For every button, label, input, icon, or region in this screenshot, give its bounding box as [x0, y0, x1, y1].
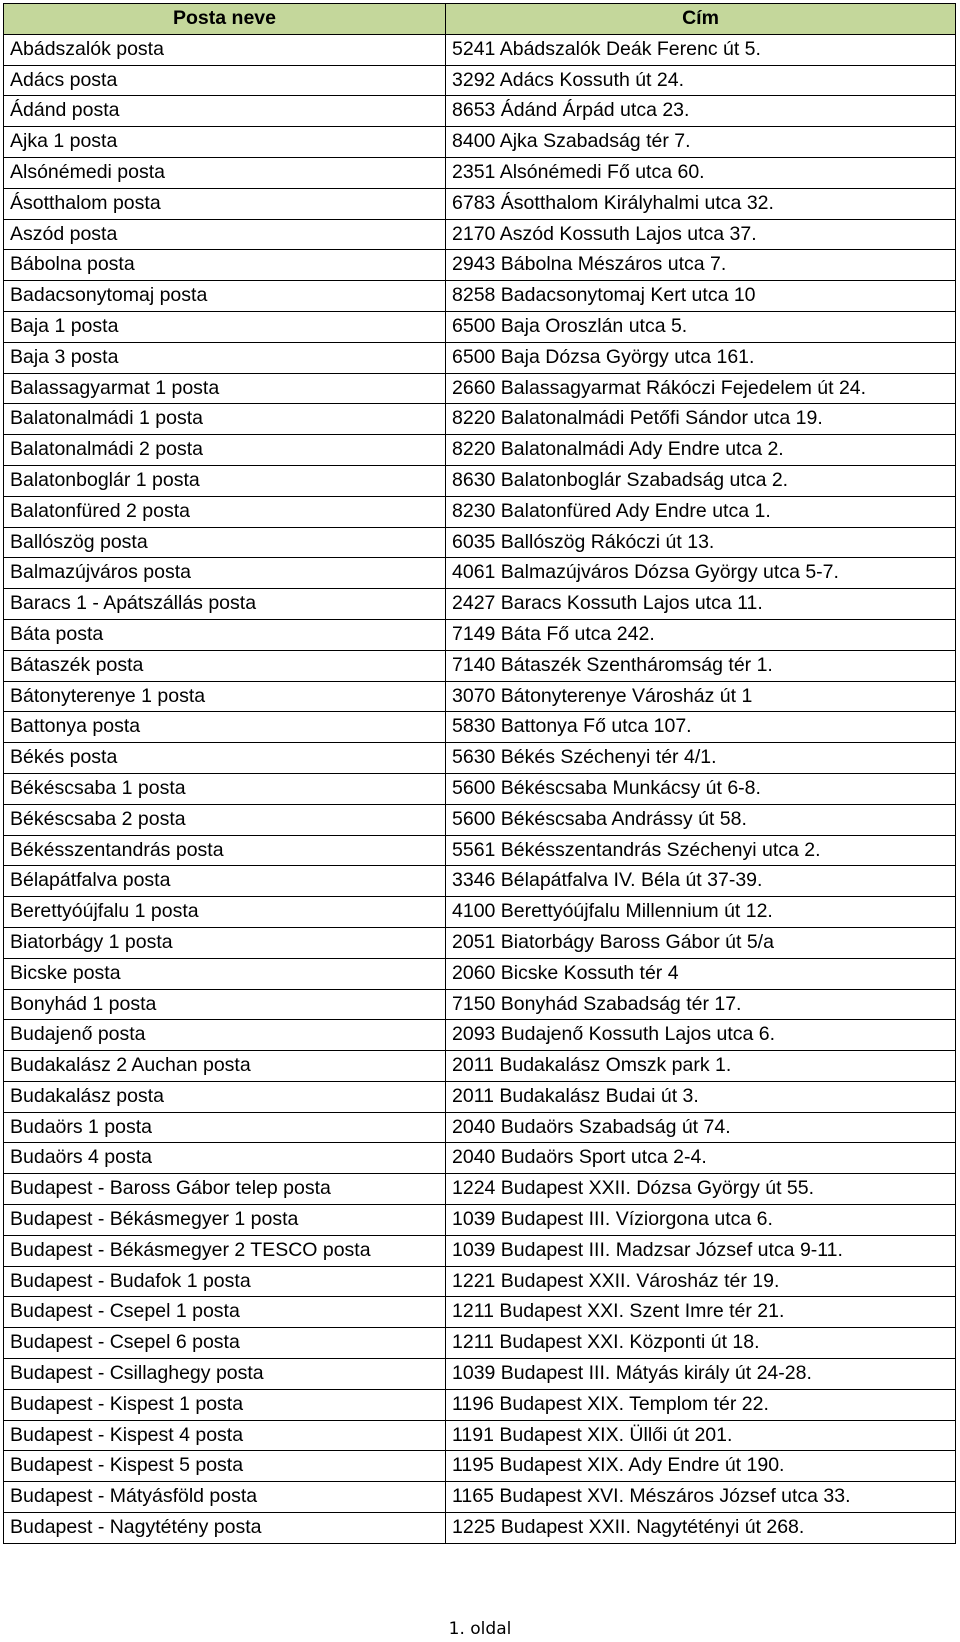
- table-row: [4, 435, 956, 466]
- post-name-cell: Alsónémedi posta: [4, 157, 446, 188]
- post-name-cell: Budajenő posta: [4, 1020, 446, 1051]
- address-cell: 6783 Ásotthalom Királyhalmi utca 32.: [446, 188, 956, 219]
- table-row: [4, 373, 956, 404]
- post-name-cell: Adács posta: [4, 65, 446, 96]
- table-row: [4, 927, 956, 958]
- address-cell: 1221 Budapest XXII. Városház tér 19.: [446, 1266, 956, 1297]
- table-row: [4, 311, 956, 342]
- address-cell: 8258 Badacsonytomaj Kert utca 10: [446, 281, 956, 312]
- table-row: [4, 1020, 956, 1051]
- address-cell: 1039 Budapest III. Madzsar József utca 9-11.: [446, 1235, 956, 1266]
- post-name-cell: Budapest - Kispest 5 posta: [4, 1451, 446, 1482]
- post-name-cell: Budapest - Csillaghegy posta: [4, 1359, 446, 1390]
- post-name-cell: Báta posta: [4, 619, 446, 650]
- post-name-cell: Budapest - Csepel 6 posta: [4, 1328, 446, 1359]
- table-row: [4, 157, 956, 188]
- address-cell: 2011 Budakalász Budai út 3.: [446, 1081, 956, 1112]
- post-name-cell: Balatonboglár 1 posta: [4, 465, 446, 496]
- post-name-cell: Békésszentandrás posta: [4, 835, 446, 866]
- address-cell: 7150 Bonyhád Szabadság tér 17.: [446, 989, 956, 1020]
- post-name-cell: Budaörs 4 posta: [4, 1143, 446, 1174]
- address-cell: 6035 Ballószög Rákóczi út 13.: [446, 527, 956, 558]
- post-name-cell: Budapest - Békásmegyer 1 posta: [4, 1205, 446, 1236]
- post-name-cell: Budapest - Baross Gábor telep posta: [4, 1174, 446, 1205]
- address-cell: 2060 Bicske Kossuth tér 4: [446, 958, 956, 989]
- table-body: [4, 34, 956, 1543]
- post-name-cell: Békés posta: [4, 743, 446, 774]
- table-row: [4, 65, 956, 96]
- address-cell: 5830 Battonya Fő utca 107.: [446, 712, 956, 743]
- table-row: [4, 219, 956, 250]
- address-cell: 8220 Balatonalmádi Ady Endre utca 2.: [446, 435, 956, 466]
- table-row: [4, 743, 956, 774]
- post-name-cell: Balatonalmádi 2 posta: [4, 435, 446, 466]
- table-row: [4, 866, 956, 897]
- address-cell: 7149 Báta Fő utca 242.: [446, 619, 956, 650]
- post-name-cell: Baracs 1 - Apátszállás posta: [4, 589, 446, 620]
- post-name-cell: Budapest - Mátyásföld posta: [4, 1482, 446, 1513]
- post-name-cell: Budapest - Nagytétény posta: [4, 1513, 446, 1544]
- address-cell: 8630 Balatonboglár Szabadság utca 2.: [446, 465, 956, 496]
- post-name-cell: Bicske posta: [4, 958, 446, 989]
- address-cell: 1211 Budapest XXI. Központi út 18.: [446, 1328, 956, 1359]
- post-name-cell: Budapest - Kispest 1 posta: [4, 1389, 446, 1420]
- header-post-name: Posta neve: [4, 4, 446, 35]
- post-name-cell: Budaörs 1 posta: [4, 1112, 446, 1143]
- post-name-cell: Bélapátfalva posta: [4, 866, 446, 897]
- address-cell: 7140 Bátaszék Szentháromság tér 1.: [446, 650, 956, 681]
- post-name-cell: Ajka 1 posta: [4, 127, 446, 158]
- table-row: [4, 1051, 956, 1082]
- table-row: [4, 527, 956, 558]
- post-name-cell: Budapest - Csepel 1 posta: [4, 1297, 446, 1328]
- table-row: [4, 589, 956, 620]
- address-cell: 3070 Bátonyterenye Városház út 1: [446, 681, 956, 712]
- table-row: [4, 250, 956, 281]
- address-cell: 1195 Budapest XIX. Ady Endre út 190.: [446, 1451, 956, 1482]
- address-cell: 2170 Aszód Kossuth Lajos utca 37.: [446, 219, 956, 250]
- table-row: [4, 96, 956, 127]
- post-name-cell: Budapest - Budafok 1 posta: [4, 1266, 446, 1297]
- address-cell: 5600 Békéscsaba Andrássy út 58.: [446, 804, 956, 835]
- address-cell: 2093 Budajenő Kossuth Lajos utca 6.: [446, 1020, 956, 1051]
- post-name-cell: Balatonfüred 2 posta: [4, 496, 446, 527]
- table-row: [4, 958, 956, 989]
- address-cell: 5241 Abádszalók Deák Ferenc út 5.: [446, 34, 956, 65]
- address-cell: 1225 Budapest XXII. Nagytétényi út 268.: [446, 1513, 956, 1544]
- table-row: [4, 281, 956, 312]
- table-row: [4, 496, 956, 527]
- address-cell: 2943 Bábolna Mészáros utca 7.: [446, 250, 956, 281]
- address-cell: 3292 Adács Kossuth út 24.: [446, 65, 956, 96]
- address-cell: 2427 Baracs Kossuth Lajos utca 11.: [446, 589, 956, 620]
- post-name-cell: Ásotthalom posta: [4, 188, 446, 219]
- table-row: [4, 1174, 956, 1205]
- post-name-cell: Békéscsaba 2 posta: [4, 804, 446, 835]
- header-address: Cím: [446, 4, 956, 35]
- table-row: [4, 127, 956, 158]
- post-name-cell: Ádánd posta: [4, 96, 446, 127]
- table-row: [4, 1451, 956, 1482]
- table-row: [4, 342, 956, 373]
- table-row: [4, 1266, 956, 1297]
- address-cell: 3346 Bélapátfalva IV. Béla út 37-39.: [446, 866, 956, 897]
- table-row: [4, 1235, 956, 1266]
- table-row: [4, 1205, 956, 1236]
- table-row: [4, 1389, 956, 1420]
- table-row: [4, 1081, 956, 1112]
- post-name-cell: Battonya posta: [4, 712, 446, 743]
- address-cell: 4061 Balmazújváros Dózsa György utca 5-7.: [446, 558, 956, 589]
- post-name-cell: Badacsonytomaj posta: [4, 281, 446, 312]
- table-row: [4, 1112, 956, 1143]
- post-name-cell: Budapest - Békásmegyer 2 TESCO posta: [4, 1235, 446, 1266]
- table-row: [4, 1482, 956, 1513]
- table-row: [4, 712, 956, 743]
- post-name-cell: Budapest - Kispest 4 posta: [4, 1420, 446, 1451]
- table-row: [4, 188, 956, 219]
- post-name-cell: Balmazújváros posta: [4, 558, 446, 589]
- address-cell: 5561 Békésszentandrás Széchenyi utca 2.: [446, 835, 956, 866]
- table-row: [4, 1297, 956, 1328]
- address-cell: 1211 Budapest XXI. Szent Imre tér 21.: [446, 1297, 956, 1328]
- address-cell: 1196 Budapest XIX. Templom tér 22.: [446, 1389, 956, 1420]
- address-cell: 8230 Balatonfüred Ady Endre utca 1.: [446, 496, 956, 527]
- table-row: [4, 1359, 956, 1390]
- table-row: [4, 34, 956, 65]
- address-cell: 2040 Budaörs Szabadság út 74.: [446, 1112, 956, 1143]
- post-name-cell: Baja 1 posta: [4, 311, 446, 342]
- address-cell: 6500 Baja Dózsa György utca 161.: [446, 342, 956, 373]
- post-name-cell: Biatorbágy 1 posta: [4, 927, 446, 958]
- post-name-cell: Balatonalmádi 1 posta: [4, 404, 446, 435]
- post-name-cell: Berettyóújfalu 1 posta: [4, 897, 446, 928]
- address-cell: 8400 Ajka Szabadság tér 7.: [446, 127, 956, 158]
- table-row: [4, 773, 956, 804]
- post-name-cell: Bátaszék posta: [4, 650, 446, 681]
- post-office-table: [3, 3, 956, 1544]
- address-cell: 1224 Budapest XXII. Dózsa György út 55.: [446, 1174, 956, 1205]
- table-row: [4, 558, 956, 589]
- post-name-cell: Békéscsaba 1 posta: [4, 773, 446, 804]
- header-row: [4, 4, 956, 35]
- address-cell: 2051 Biatorbágy Baross Gábor út 5/a: [446, 927, 956, 958]
- post-name-cell: Budakalász 2 Auchan posta: [4, 1051, 446, 1082]
- address-cell: 8220 Balatonalmádi Petőfi Sándor utca 19.: [446, 404, 956, 435]
- address-cell: 1039 Budapest III. Víziorgona utca 6.: [446, 1205, 956, 1236]
- address-cell: 2351 Alsónémedi Fő utca 60.: [446, 157, 956, 188]
- address-cell: 2040 Budaörs Sport utca 2-4.: [446, 1143, 956, 1174]
- address-cell: 1191 Budapest XIX. Üllői út 201.: [446, 1420, 956, 1451]
- page-number: 1. oldal: [448, 1619, 512, 1639]
- table-row: [4, 989, 956, 1020]
- post-name-cell: Bátonyterenye 1 posta: [4, 681, 446, 712]
- table-row: [4, 404, 956, 435]
- post-name-cell: Bonyhád 1 posta: [4, 989, 446, 1020]
- post-name-cell: Budakalász posta: [4, 1081, 446, 1112]
- table-row: [4, 1328, 956, 1359]
- address-cell: 1165 Budapest XVI. Mészáros József utca 33.: [446, 1482, 956, 1513]
- address-cell: 2660 Balassagyarmat Rákóczi Fejedelem út 24.: [446, 373, 956, 404]
- table-row: [4, 681, 956, 712]
- table-row: [4, 465, 956, 496]
- post-name-cell: Ballószög posta: [4, 527, 446, 558]
- post-name-cell: Baja 3 posta: [4, 342, 446, 373]
- address-cell: 8653 Ádánd Árpád utca 23.: [446, 96, 956, 127]
- post-name-cell: Aszód posta: [4, 219, 446, 250]
- address-cell: 6500 Baja Oroszlán utca 5.: [446, 311, 956, 342]
- post-name-cell: Bábolna posta: [4, 250, 446, 281]
- address-cell: 2011 Budakalász Omszk park 1.: [446, 1051, 956, 1082]
- table-row: [4, 897, 956, 928]
- address-cell: 4100 Berettyóújfalu Millennium út 12.: [446, 897, 956, 928]
- table-row: [4, 619, 956, 650]
- post-name-cell: Abádszalók posta: [4, 34, 446, 65]
- table-row: [4, 1420, 956, 1451]
- table-row: [4, 835, 956, 866]
- address-cell: 5600 Békéscsaba Munkácsy út 6-8.: [446, 773, 956, 804]
- address-cell: 1039 Budapest III. Mátyás király út 24-28.: [446, 1359, 956, 1390]
- table-row: [4, 804, 956, 835]
- address-cell: 5630 Békés Széchenyi tér 4/1.: [446, 743, 956, 774]
- table-row: [4, 1143, 956, 1174]
- post-name-cell: Balassagyarmat 1 posta: [4, 373, 446, 404]
- table-row: [4, 650, 956, 681]
- table-row: [4, 1513, 956, 1544]
